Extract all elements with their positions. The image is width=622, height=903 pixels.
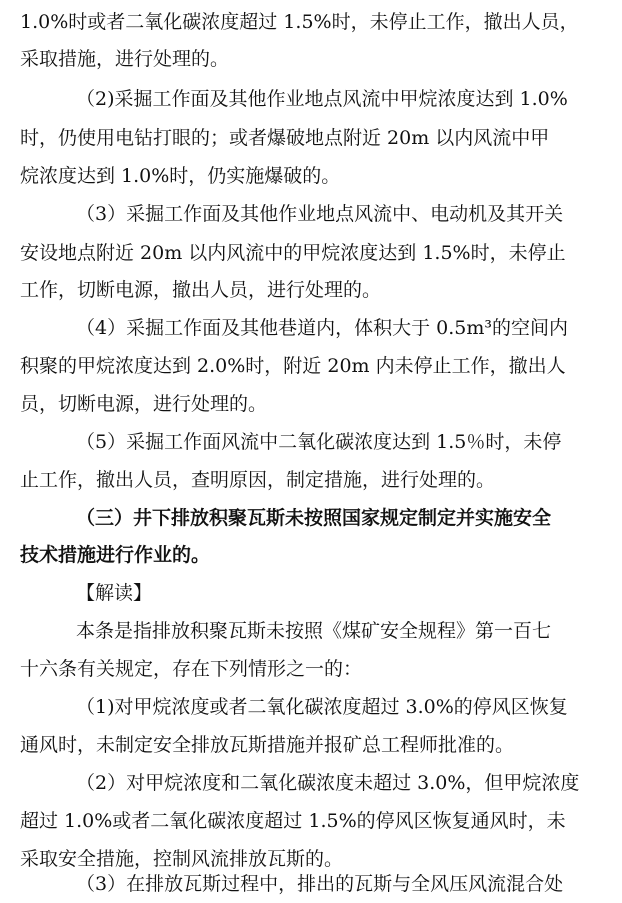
section-heading-text: 技术措施进行作业的。 (20, 544, 211, 566)
line-text: 通风时，未制定安全排放瓦斯措施并报矿总工程师批准的。 (20, 734, 515, 756)
line-text: （2）对甲烷浓度和二氧化碳浓度未超过 3.0%，但甲烷浓度 (76, 772, 580, 794)
line-text: （5）采掘工作面风流中二氧化碳浓度达到 1.5％时，未停 (76, 431, 562, 453)
section-heading-text: （三）井下排放积聚瓦斯未按照国家规定制定并实施安全 (76, 507, 552, 529)
line-text: 采取措施，进行处理的。 (20, 48, 230, 70)
text-line-9 (0, 310, 622, 347)
text-line-20 (0, 727, 622, 764)
line-text: 采取安全措施，控制风流排放瓦斯的。 (20, 848, 344, 870)
text-line-11 (0, 386, 622, 423)
line-text: （2)采掘工作面及其他作业地点风流中甲烷浓度达到 1.0% (76, 88, 568, 110)
line-text: 工作，切断电源，撤出人员，进行处理的。 (20, 279, 382, 301)
text-line-3 (0, 81, 622, 118)
text-line-4 (0, 120, 622, 157)
text-line-5 (0, 158, 622, 195)
line-text: 积聚的甲烷浓度达到 2.0%时，附近 20m 内未停止工作，撤出人 (20, 355, 566, 377)
interpretation-label: 【解读】 (76, 582, 153, 604)
interpretation-label-line (0, 575, 622, 612)
text-line-21 (0, 765, 622, 802)
text-line-18 (0, 651, 622, 688)
line-text: 超过 1.0%或者二氧化碳浓度超过 1.5%的停风区恢复通风时，未 (20, 810, 566, 832)
line-text: （3）在排放瓦斯过程中，排出的瓦斯与全风压风流混合处 (76, 873, 564, 895)
text-line-6 (0, 196, 622, 233)
text-line-1 (0, 4, 622, 41)
text-line-10 (0, 348, 622, 385)
text-line-24 (0, 866, 622, 903)
line-text: （4）采掘工作面及其他巷道内，体积大于 0.5m³的空间内 (76, 317, 568, 339)
line-text: （3）采掘工作面及其他作业地点风流中、电动机及其开关 (76, 203, 564, 225)
line-text: 安设地点附近 20m 以内风流中的甲烷浓度达到 1.5%时，未停止 (20, 242, 566, 264)
text-line-22 (0, 803, 622, 840)
line-text: 烷浓度达到 1.0%时，仍实施爆破的。 (20, 165, 341, 187)
line-text: 十六条有关规定，存在下列情形之一的： (20, 658, 363, 680)
line-text: （1)对甲烷浓度或者二氧化碳浓度超过 3.0%的停风区恢复 (76, 696, 568, 718)
section-heading-line-1 (0, 500, 622, 537)
text-line-13 (0, 462, 622, 499)
text-line-2 (0, 41, 622, 78)
line-text: 时，仍使用电钻打眼的；或者爆破地点附近 20m 以内风流中甲 (20, 127, 550, 149)
text-line-17 (0, 613, 622, 650)
text-line-12 (0, 424, 622, 461)
line-text: 1.0%时或者二氧化碳浓度超过 1.5%时，未停止工作，撤出人员， (20, 11, 579, 33)
line-text: 员，切断电源，进行处理的。 (20, 393, 268, 415)
line-text: 本条是指排放积聚瓦斯未按照《煤矿安全规程》第一百七 (76, 620, 552, 642)
text-line-19 (0, 689, 622, 726)
line-text: 止工作，撤出人员，查明原因，制定措施，进行处理的。 (20, 469, 496, 491)
text-line-7 (0, 235, 622, 272)
text-line-8 (0, 272, 622, 309)
section-heading-line-2 (0, 537, 622, 574)
